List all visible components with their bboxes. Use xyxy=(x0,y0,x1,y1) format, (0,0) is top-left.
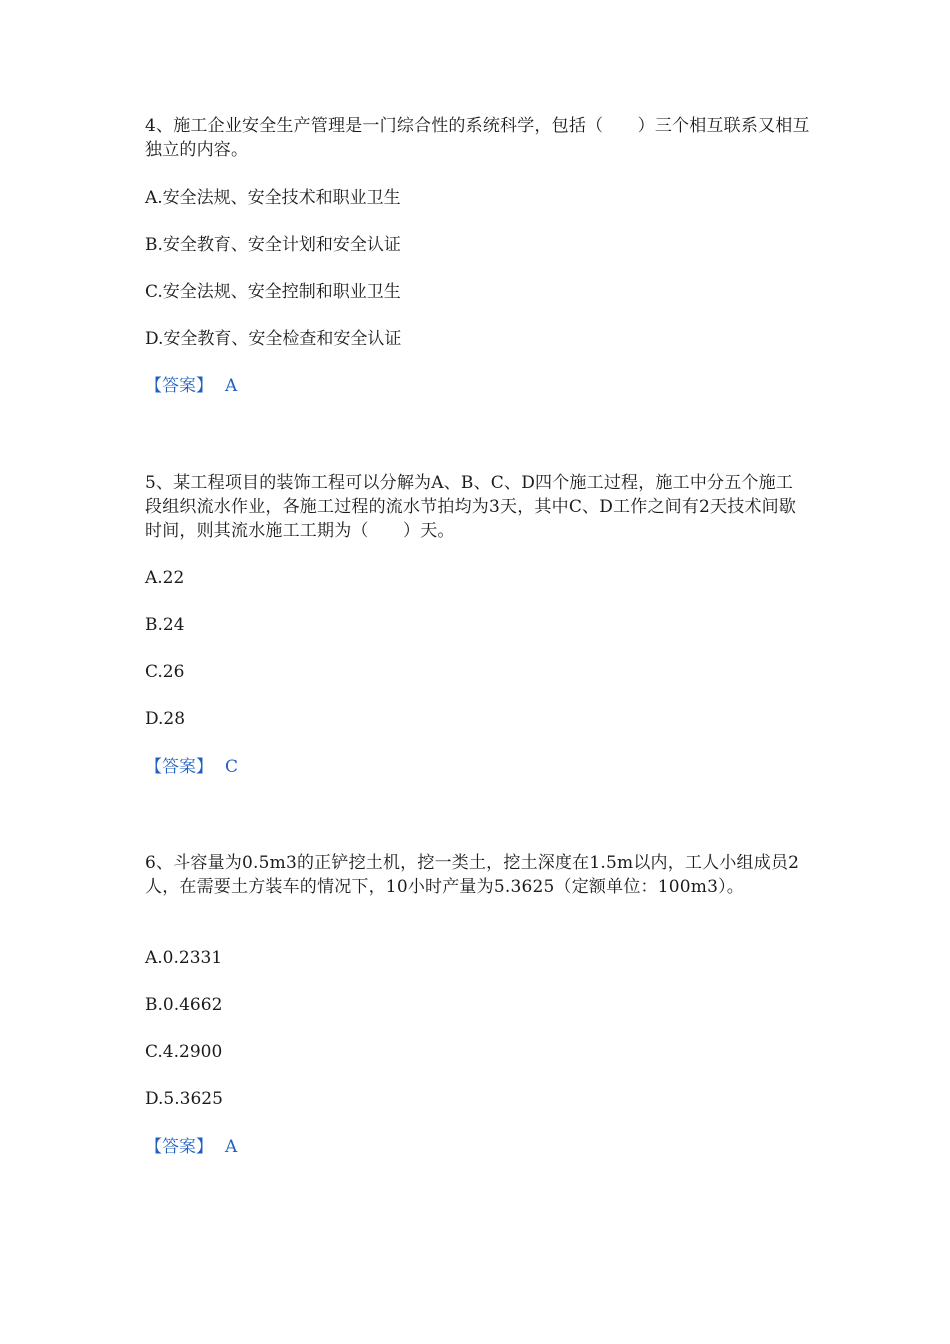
option-d: D.5.3625 xyxy=(145,1089,223,1109)
option-b: B.安全教育、安全计划和安全认证 xyxy=(145,235,401,255)
answer-value: C xyxy=(225,757,239,777)
option-d: D.28 xyxy=(145,709,186,729)
option-a: A.0.2331 xyxy=(145,948,223,968)
answer-line xyxy=(145,374,237,398)
option-d: D.安全教育、安全检查和安全认证 xyxy=(145,329,402,349)
question-stem: 4、施工企业安全生产管理是一门综合性的系统科学，包括（ ）三个相互联系又相互独立的内容。 xyxy=(145,116,810,160)
answer-label: 【答案】 xyxy=(145,757,213,777)
option-c: C.安全法规、安全控制和职业卫生 xyxy=(145,282,401,302)
option-c: C.4.2900 xyxy=(145,1042,223,1062)
option-a: A.安全法规、安全技术和职业卫生 xyxy=(145,188,401,208)
question-stem: 5、某工程项目的装饰工程可以分解为A、B、C、D四个施工过程，施工中分五个施工段组织流水作业，各施工过程的流水节拍均为3天，其中C、D工作之间有2天技术间歇时间，则其流水施工工期为（ ）天。 xyxy=(145,473,797,541)
option-b: B.24 xyxy=(145,615,185,635)
option-a: A.22 xyxy=(145,568,185,588)
question-4 xyxy=(145,114,810,396)
question-5 xyxy=(145,471,810,777)
answer-label: 【答案】 xyxy=(145,1137,213,1157)
question-6 xyxy=(145,851,810,1157)
answer-label: 【答案】 xyxy=(145,376,213,396)
answer-value: A xyxy=(225,1137,238,1157)
question-stem: 6、斗容量为0.5m3的正铲挖土机，挖一类土，挖土深度在1.5m以内，工人小组成员2人，在需要土方装车的情况下，10小时产量为5.3625（定额单位：100m3）。 xyxy=(145,853,800,897)
answer-line xyxy=(145,755,238,779)
option-c: C.26 xyxy=(145,662,185,682)
answer-line xyxy=(145,1135,237,1159)
answer-value: A xyxy=(225,376,238,396)
option-b: B.0.4662 xyxy=(145,995,223,1015)
